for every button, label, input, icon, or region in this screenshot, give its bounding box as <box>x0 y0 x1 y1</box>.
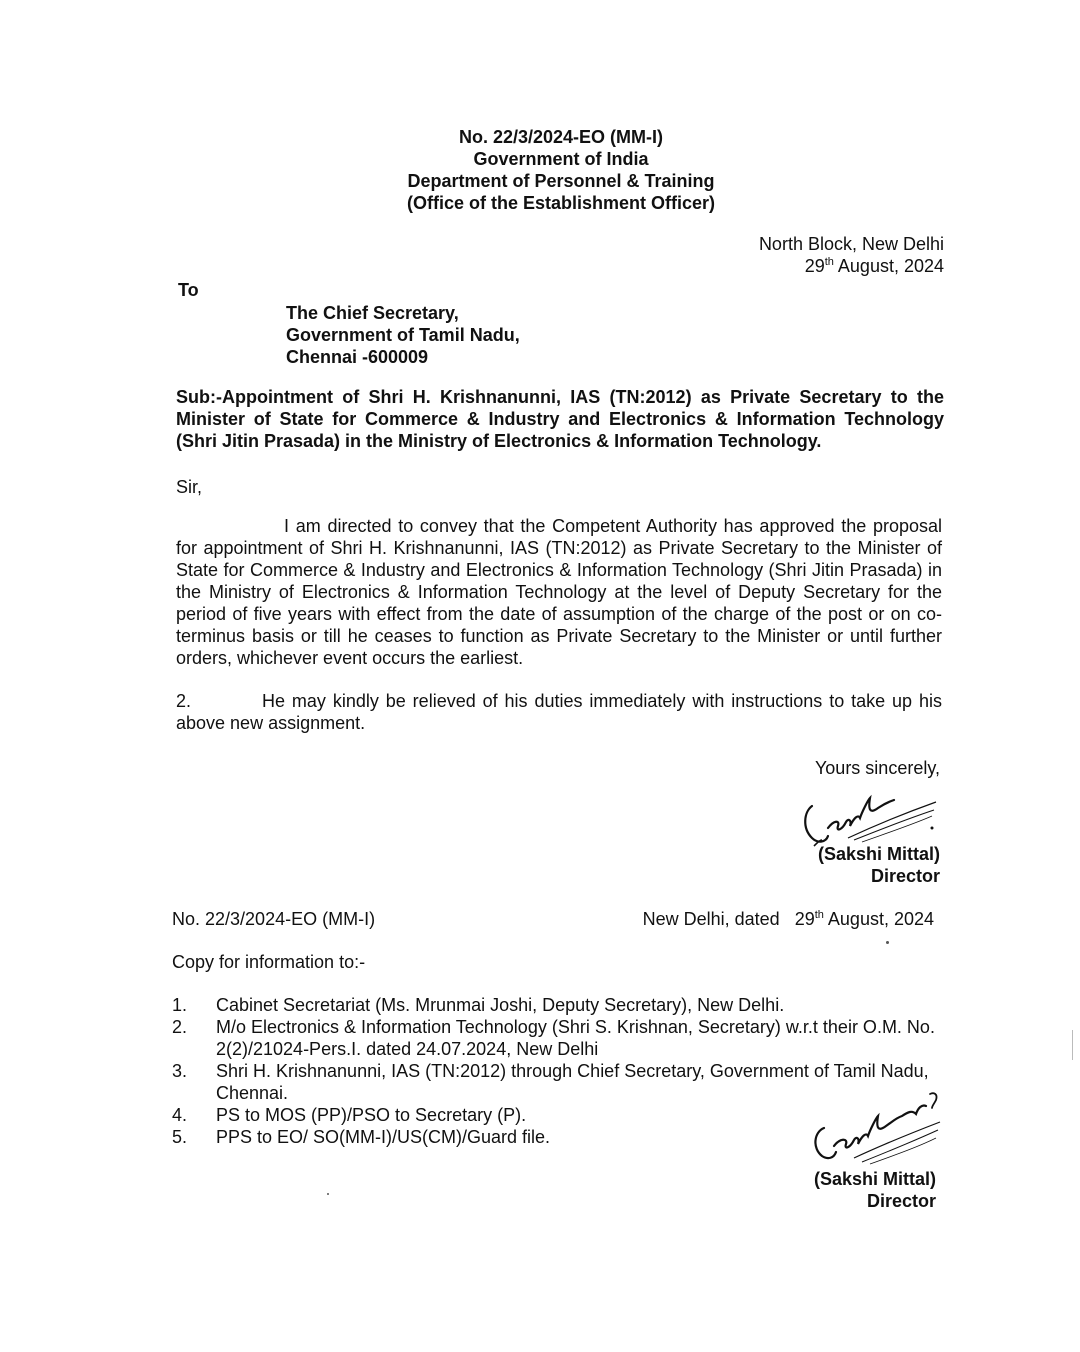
subject-line: Sub:-Appointment of Shri H. Krishnanunni, IAS (TN:2012) as Private Secretary to the Minister of State for Commerce & Industry and Electronics & Information Technology (Shri Jitin Prasada) in the Ministry of Electronics & Information Technology. <box>176 387 944 451</box>
copy-file-number: No. 22/3/2024-EO (MM-I) <box>172 909 376 929</box>
file-number: No. 22/3/2024-EO (MM-I) <box>458 127 664 147</box>
body-paragraph-1: I am directed to convey that the Competent Authority has approved the proposal for appointment of Shri H. Krishnanunni, IAS (TN:2012) as Private Secretary to the Minister of State for Commerce & Industry and Electronics & Information Technology (Shri Jitin Prasada) in the Ministry of Electronics & Information Technology at the level of Deputy Secretary for the period of five years with effect from the date of assumption of the charge of the post or on co-terminus basis or till he ceases to function as Private Secretary to the Minister or until further orders, whichever event occurs the earliest. <box>176 516 942 668</box>
letter-date: 29th August, 2024 <box>804 256 944 276</box>
copy-intro: Copy for information to:- <box>172 952 366 972</box>
signature-image <box>798 784 938 850</box>
header-department: Department of Personnel & Training <box>407 171 715 191</box>
header-office: (Office of the Establishment Officer) <box>406 193 716 213</box>
closing: Yours sincerely, <box>814 758 940 778</box>
list-item: 5. PPS to EO/ SO(MM-I)/US(CM)/Guard file. <box>172 1127 551 1147</box>
addressee-line: Government of Tamil Nadu, <box>286 325 520 345</box>
scan-speck <box>886 941 889 944</box>
copy-date: New Delhi, dated 29th August, 2024 <box>642 909 934 929</box>
letter-header <box>0 126 1080 214</box>
addressee-block <box>286 302 520 368</box>
scan-speck <box>327 1193 329 1195</box>
salutation: Sir, <box>176 477 203 497</box>
place: North Block, New Delhi <box>758 234 944 254</box>
body-paragraph-2: 2. He may kindly be relieved of his duties immediately with instructions to take up his above new assignment. <box>176 691 942 733</box>
list-item: 1. Cabinet Secretariat (Ms. Mrunmai Joshi, Deputy Secretary), New Delhi. <box>172 995 785 1015</box>
signatory-designation: Director <box>870 866 940 886</box>
place-date-block <box>759 233 944 277</box>
signature-image <box>804 1088 942 1168</box>
signatory-name: (Sakshi Mittal) <box>813 1169 936 1189</box>
signatory-name: (Sakshi Mittal) <box>817 844 940 864</box>
paragraph-number: 2. <box>176 691 192 711</box>
signatory-designation: Director <box>866 1191 936 1211</box>
list-item: 4. PS to MOS (PP)/PSO to Secretary (P). <box>172 1105 527 1125</box>
scan-mark <box>1072 1030 1073 1060</box>
header-government: Government of India <box>473 149 649 169</box>
list-item: 2. M/o Electronics & Information Technology (Shri S. Krishnan, Secretary) w.r.t their O.M. No. 2(2)/21024-Pers.I. dated 24.07.2024, New Delhi <box>172 1017 935 1059</box>
list-item: 3. Shri H. Krishnanunni, IAS (TN:2012) through Chief Secretary, Government of Tamil Nadu, Chennai. <box>172 1061 929 1103</box>
addressee-line: Chennai -600009 <box>286 347 429 367</box>
to-label: To <box>178 280 199 300</box>
addressee-line: The Chief Secretary, <box>286 303 459 323</box>
